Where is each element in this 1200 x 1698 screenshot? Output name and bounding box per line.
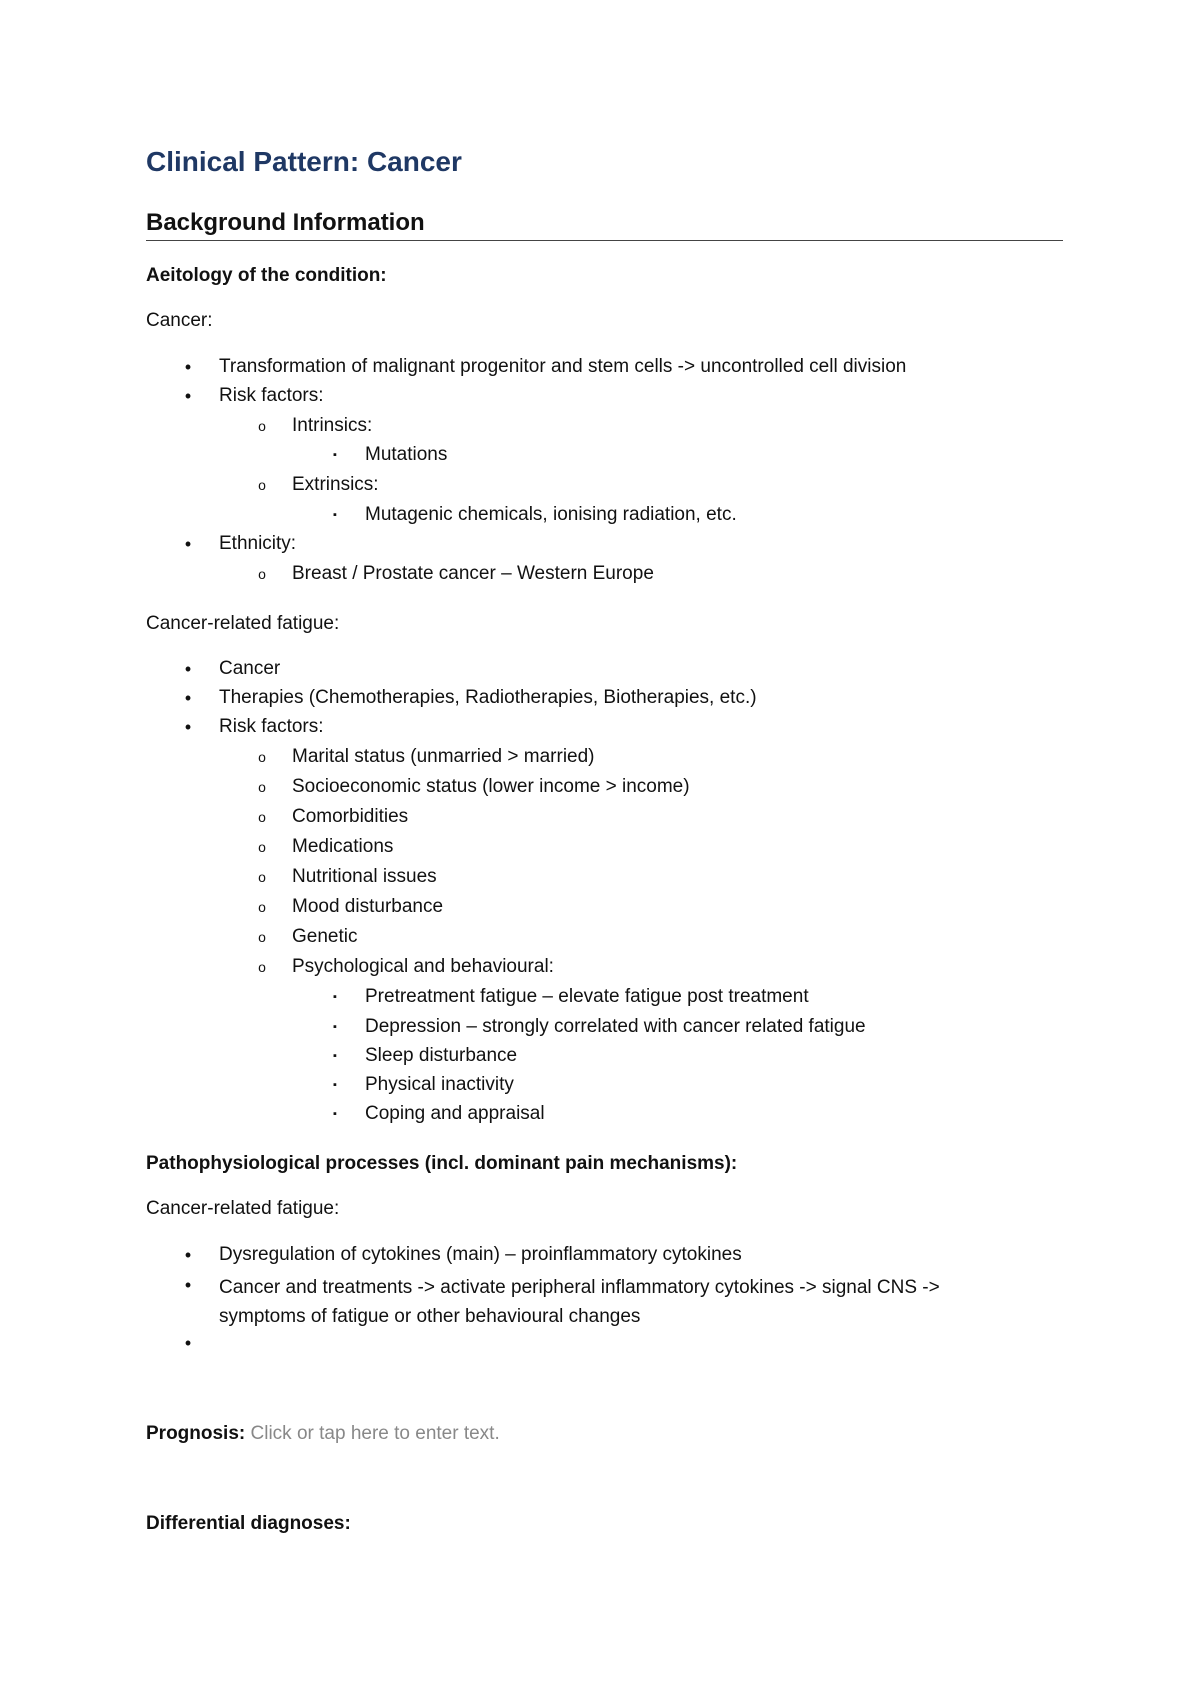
aetiology-heading: Aeitology of the condition: [146, 265, 387, 286]
differential-heading: Differential diagnoses: [146, 1513, 351, 1534]
square-marker: ▪ [333, 1050, 337, 1062]
bullet-marker: • [184, 357, 192, 377]
bullet-marker: • [184, 1245, 192, 1265]
prognosis-row [146, 1422, 500, 1446]
square-marker: ▪ [333, 1021, 337, 1033]
circle-marker: o [258, 418, 266, 434]
prognosis-label: Prognosis: [146, 1423, 246, 1444]
square-marker: ▪ [333, 509, 337, 521]
circle-marker: o [258, 477, 266, 493]
fatigue-label: Cancer-related fatigue: [146, 613, 340, 634]
bullet-marker: • [184, 717, 192, 737]
square-marker: ▪ [333, 449, 337, 461]
circle-marker: o [258, 899, 266, 915]
square-marker: ▪ [333, 1079, 337, 1091]
bullet-marker: • [184, 534, 192, 554]
circle-marker: o [258, 929, 266, 945]
square-marker: ▪ [333, 1108, 337, 1120]
bullet-marker: • [184, 659, 192, 679]
circle-marker: o [258, 779, 266, 795]
section-heading: Background Information [146, 206, 1063, 241]
prognosis-input[interactable]: Click or tap here to enter text. [250, 1423, 500, 1444]
cancer-label: Cancer: [146, 310, 213, 331]
bullet-marker: • [184, 386, 192, 406]
circle-marker: o [258, 959, 266, 975]
patho-heading: Pathophysiological processes (incl. dominant pain mechanisms): [146, 1153, 738, 1174]
circle-marker: o [258, 566, 266, 582]
square-marker: ▪ [333, 991, 337, 1003]
circle-marker: o [258, 749, 266, 765]
patho-fatigue-label: Cancer-related fatigue: [146, 1198, 340, 1219]
bullet-marker: • [184, 1333, 192, 1353]
circle-marker: o [258, 809, 266, 825]
page-title: Clinical Pattern: Cancer [146, 146, 462, 177]
circle-marker: o [258, 869, 266, 885]
bullet-marker: • [184, 1275, 192, 1295]
bullet-marker: • [184, 688, 192, 708]
document-page: Clinical Pattern: Cancer Background Information Aeitology of the condition: Cancer: • Transformation of malignant progenitor and stem cells -> uncontrolled cell division • Risk factors: o Intrinsics: ▪ Mutations o Extrinsics: ▪ Mutagenic chemicals, ionising radiation, etc. • Ethnicity: o Breast / Prostate cancer – Western Europe Cancer-related fatigue: • Cancer • Therapies (Chemotherapies, Radiotherapies, Biotherapies, etc.) • Risk factors: o Marital status (unmarried > married) o Socioeconomic status (lower income > income) o Comorbidities o Medications o Nutritional issues o Mood disturbance o Genetic o Psychological and behavioural: ▪ Pretreatment fatigue – elevate fatigue post treatment ▪ Depression – strongly correlated with cancer related fatigue ▪ Sleep disturbance ▪ Physical inactivity ▪ Coping and appraisal Pathophysiological processes (incl. dominant pain mechanisms): Cancer-related fatigue: • Dysregulation of cytokines (main) – proinflammatory cytokines • Cancer and treatments -> activate peripheral inflammatory cytokines -> signal CNS -> symptoms of fatigue or other behavioural changes • Prognosis: Click or tap here to enter text. Differential diagnoses: [0, 0, 1200, 1698]
circle-marker: o [258, 839, 266, 855]
